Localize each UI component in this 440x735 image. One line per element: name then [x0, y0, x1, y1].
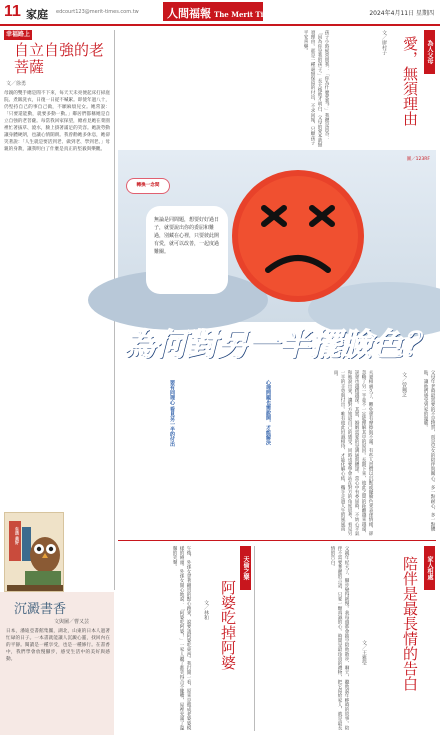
main-subhead-1: 心理問題也需說開，才能解決: [265, 380, 271, 445]
book-spine-text: 生活 美好: [15, 527, 20, 545]
col1-tag: 幸福路上: [6, 31, 31, 38]
angry-face-illustration: [118, 150, 436, 322]
col2-title: 愛，無須理由: [401, 36, 419, 126]
paper-logo-text: 人間福報: [167, 7, 211, 20]
right-bubble: [146, 206, 228, 294]
col4-title: 陪伴是最長情的告白: [401, 556, 419, 691]
col4-tag: 家人相處: [424, 546, 435, 590]
col1-body: 母親的雙手總是閒不下來，每天天未亮便起床打掃庭院、煮飯洗衣，日復一日從不喊累。即使年過八十，仍堅持自己的事自己做，不願麻煩兒女。她常說：「只要還能動，就要多動一動。」鄰居們都稱她是自立自強的老菩薩。每當我回家探望，總看見她在菜園裡忙著拔草、澆水，臉上掛著滿足的笑容。她說勞動讓身體硬朗，也讓心情開朗。我曾勸她多休息，她卻笑著說：「人生就是要活到老、做到老、學到老。」母親的身教，讓我明白了什麼是真正的堅毅與樂觀。: [4, 91, 110, 152]
col2-tag: 為人父母: [424, 30, 435, 74]
col1-title: 自立自強的老菩薩: [14, 41, 105, 76]
book-owl-illustration: [4, 512, 64, 592]
col2-author: 文／廖村子: [381, 30, 387, 55]
left-bubble: [126, 178, 170, 194]
paper-logo: [163, 2, 280, 21]
image-credit: 圖／123RF: [406, 157, 430, 162]
reading-author: 文與圖／曹又芸: [54, 619, 90, 625]
reading-section: [0, 592, 114, 735]
page-number: 11: [4, 3, 21, 20]
paper-logo-en: The Merit Times: [214, 10, 280, 19]
col4-author: 文／王雅瑩: [361, 640, 367, 665]
owl-icon: [5, 513, 65, 593]
col3-tag: 天倫之樂: [240, 546, 251, 590]
col3-title: 阿婆吃掉阿婆: [219, 580, 237, 670]
section-name: 家庭: [26, 8, 48, 21]
col4-body: 父親年紀大了，腳步變得緩慢。我每週都會抽空陪他散步、聊天，聽他說年輕時的故事。陪伴不需要華麗的言語，只要一顆真誠的心。時間是最珍貴的禮物，把它留給家人，就是最長情的告白。: [330, 546, 349, 730]
col3-author: 文／林和: [203, 600, 209, 620]
masthead-url: edcourt123@merit-times.com.tw: [56, 9, 139, 15]
col1-author: 文／徐勇: [6, 81, 27, 87]
main-subhead-2: 要有同理心 看見另一半的付出: [169, 380, 175, 447]
right-bubble-text: 無論是同間題，想要好好過日子，就要說出你的委屈和難過，別藏在心裡，只要彼此開有愛，就可以改善，一起度過難關。: [154, 217, 220, 255]
left-bubble-text: 轉換一念間: [136, 183, 160, 188]
col2-author-area: [332, 30, 388, 148]
main-body: 夫妻相處久了，難免會有摩擦與不滿。有些人習慣以沉默或擺臉色來表達情緒，卻忽略了另一半並不一定能理解其中的原因。長期下來，彼此之間的距離越來越遠，誤會也越積越深。其實，婚姻需要的是溝通與體諒。當心中有委屈時，不妨心平氣和地說出來，讓對方知道自己的感受。同時也要學會站在對方的角度思考，看見另一半的辛勞與付出。唯有彼此坦誠相待，才能化解心結，攜手走過人生的風風雨雨。: [333, 370, 373, 536]
main-headline: 為何對另一半擺臉色？: [124, 327, 434, 363]
reading-title: 沉澱書香: [14, 602, 67, 617]
main-author: 文／曾珮芝: [401, 372, 407, 397]
section-rule: [118, 540, 436, 541]
col3-body: 午後，外孫女拿著剛買的點心跑來，說要請阿婆吃東西。我打開一看，原來是做成老婆婆模樣的饅頭。外孫女開心地說：「阿婆吃阿婆！」一家人聽了都笑得合不攏嘴，屋裡充滿了溫馨的笑聲。: [172, 546, 191, 730]
col5-body: 父母年老時最需要的不是物質，而是兒女的陪伴與關心。多一點耐心，多一點體貼，讓他們感受到家的溫暖。: [423, 370, 435, 531]
reading-body: 日本，潘迪亞書館集團，湖北，山東的日本人過著忙碌的日子。一本書就能讓人沉澱心靈，找回內在的平靜。閱讀是一種享受，也是一種修行。在書香中，我們學會放慢腳步，感受生活中的美好與感動。: [6, 629, 110, 662]
masthead: [0, 0, 440, 26]
issue-date: 2024年4月11日 星期四: [369, 10, 434, 17]
col2-body: 孩子小時候常問我：「你為什麼愛我？」我總是回答：「因為你是我的孩子。」長大後他才明白，父母的愛本就無須理由。那是一種毫無保留的付出，不求回報，只願孩子平安喜樂。: [303, 30, 329, 148]
column-divider: [254, 546, 255, 731]
